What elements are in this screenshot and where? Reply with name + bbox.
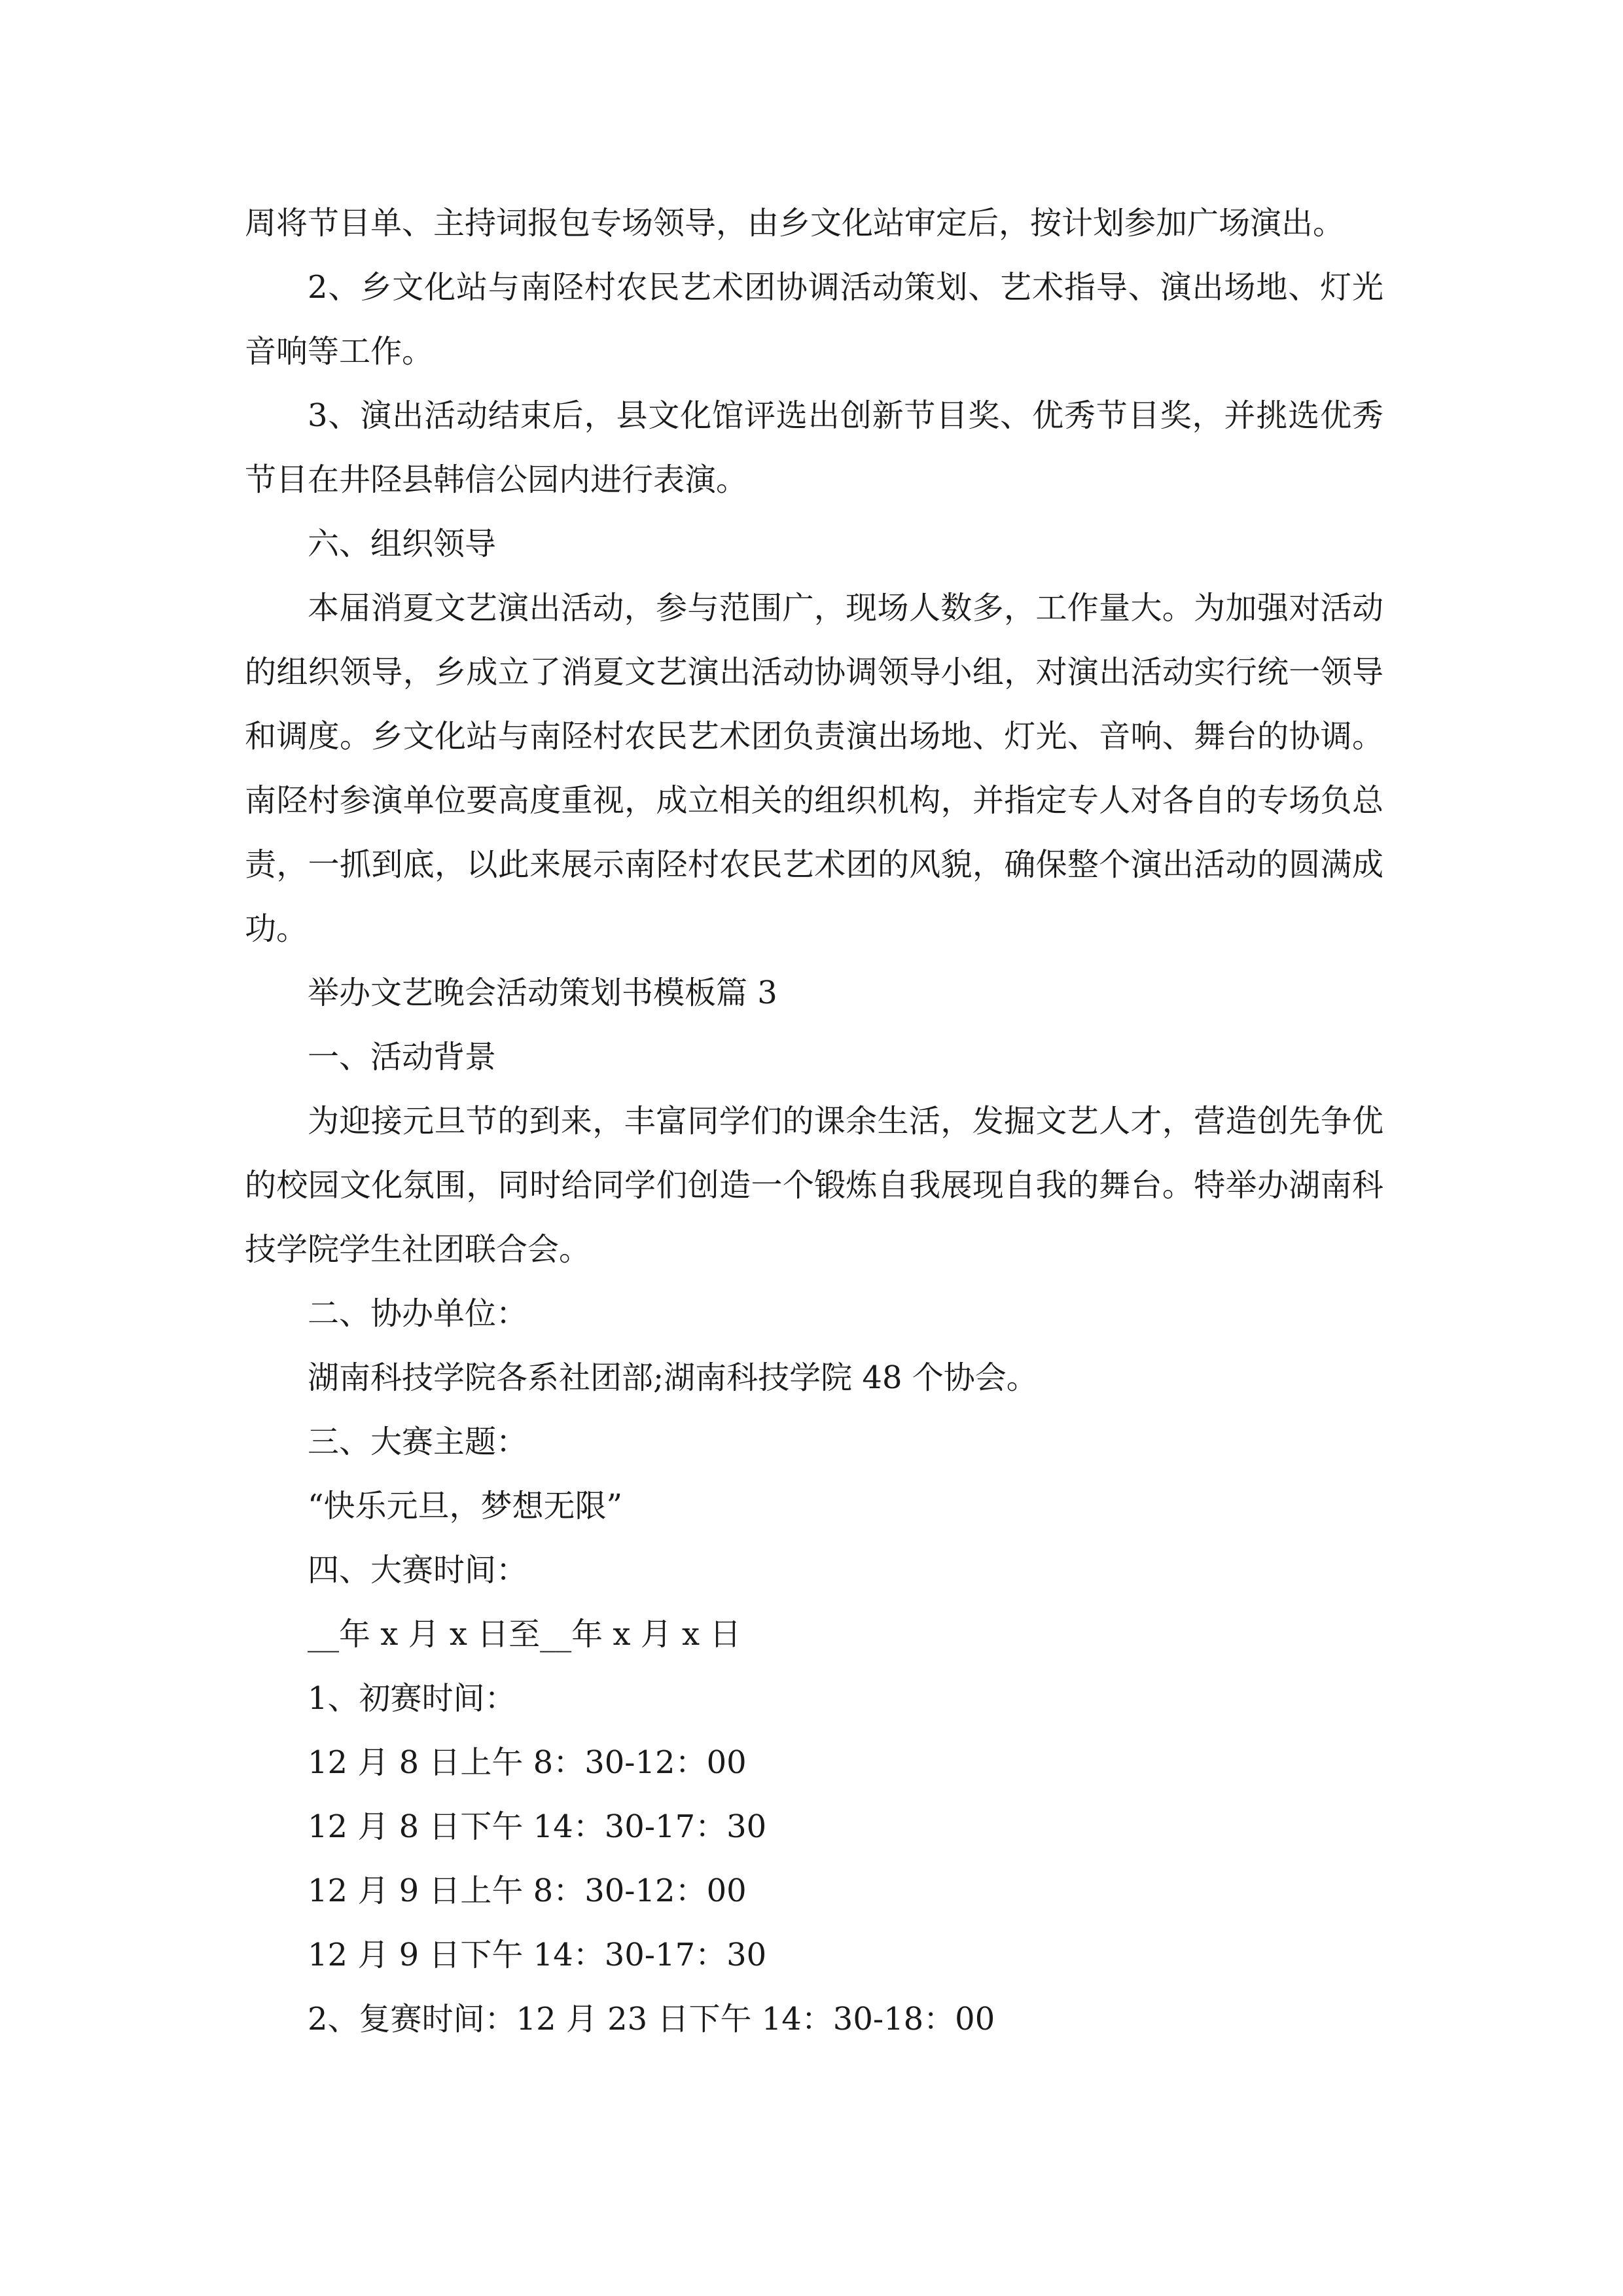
document-body: [245, 191, 1383, 2051]
schedule-item: 12 月 8 日下午 14：30-17：30: [308, 1808, 767, 1845]
paragraph: 2、复赛时间：12 月 23 日下午 14：30-18：00: [308, 2001, 995, 2037]
schedule-item: 12 月 9 日下午 14：30-17：30: [308, 1937, 767, 1973]
paragraph: 本届消夏文艺演出活动，参与范围广，现场人数多，工作量大。为加强对活动的组织领导，乡成立了消夏文艺演出活动协调领导小组，对演出活动实行统一领导和调度。乡文化站与南陉村农民艺术团负责演出场地、灯光、音响、舞台的协调。南陉村参演单位要高度重视，成立相关的组织机构，并指定专人对各自的专场负总责，一抓到底，以此来展示南陉村农民艺术团的风貌，确保整个演出活动的圆满成功。: [245, 590, 1383, 947]
section-heading: 六、组织领导: [308, 526, 497, 562]
schedule-item: 12 月 9 日上午 8：30-12：00: [308, 1873, 747, 1909]
section-heading: 三、大赛主题：: [308, 1424, 528, 1460]
section-heading: 一、活动背景: [308, 1039, 497, 1075]
paragraph: 周将节目单、主持词报包专场领导，由乡文化站审定后，按计划参加广场演出。: [245, 205, 1345, 242]
paragraph: 1、初赛时间：: [308, 1680, 516, 1717]
schedule-item: 12 月 8 日上午 8：30-12：00: [308, 1744, 747, 1781]
section-heading: 四、大赛时间：: [308, 1552, 528, 1588]
document-subtitle: 举办文艺晚会活动策划书模板篇 3: [308, 975, 777, 1011]
paragraph: “快乐元旦，梦想无限”: [308, 1488, 623, 1524]
paragraph: 湖南科技学院各系社团部;湖南科技学院 48 个协会。: [308, 1359, 1038, 1396]
section-heading: 二、协办单位：: [308, 1295, 528, 1332]
paragraph: __年 x 月 x 日至__年 x 月 x 日: [308, 1616, 741, 1653]
paragraph: 2、乡文化站与南陉村农民艺术团协调活动策划、艺术指导、演出场地、灯光音响等工作。: [245, 269, 1383, 370]
paragraph: 为迎接元旦节的到来，丰富同学们的课余生活，发掘文艺人才，营造创先争优的校园文化氛围，同时给同学们创造一个锻炼自我展现自我的舞台。特举办湖南科技学院学生社团联合会。: [245, 1103, 1383, 1268]
paragraph: 3、演出活动结束后，县文化馆评选出创新节目奖、优秀节目奖，并挑选优秀节目在井陉县韩信公园内进行表演。: [245, 397, 1383, 498]
